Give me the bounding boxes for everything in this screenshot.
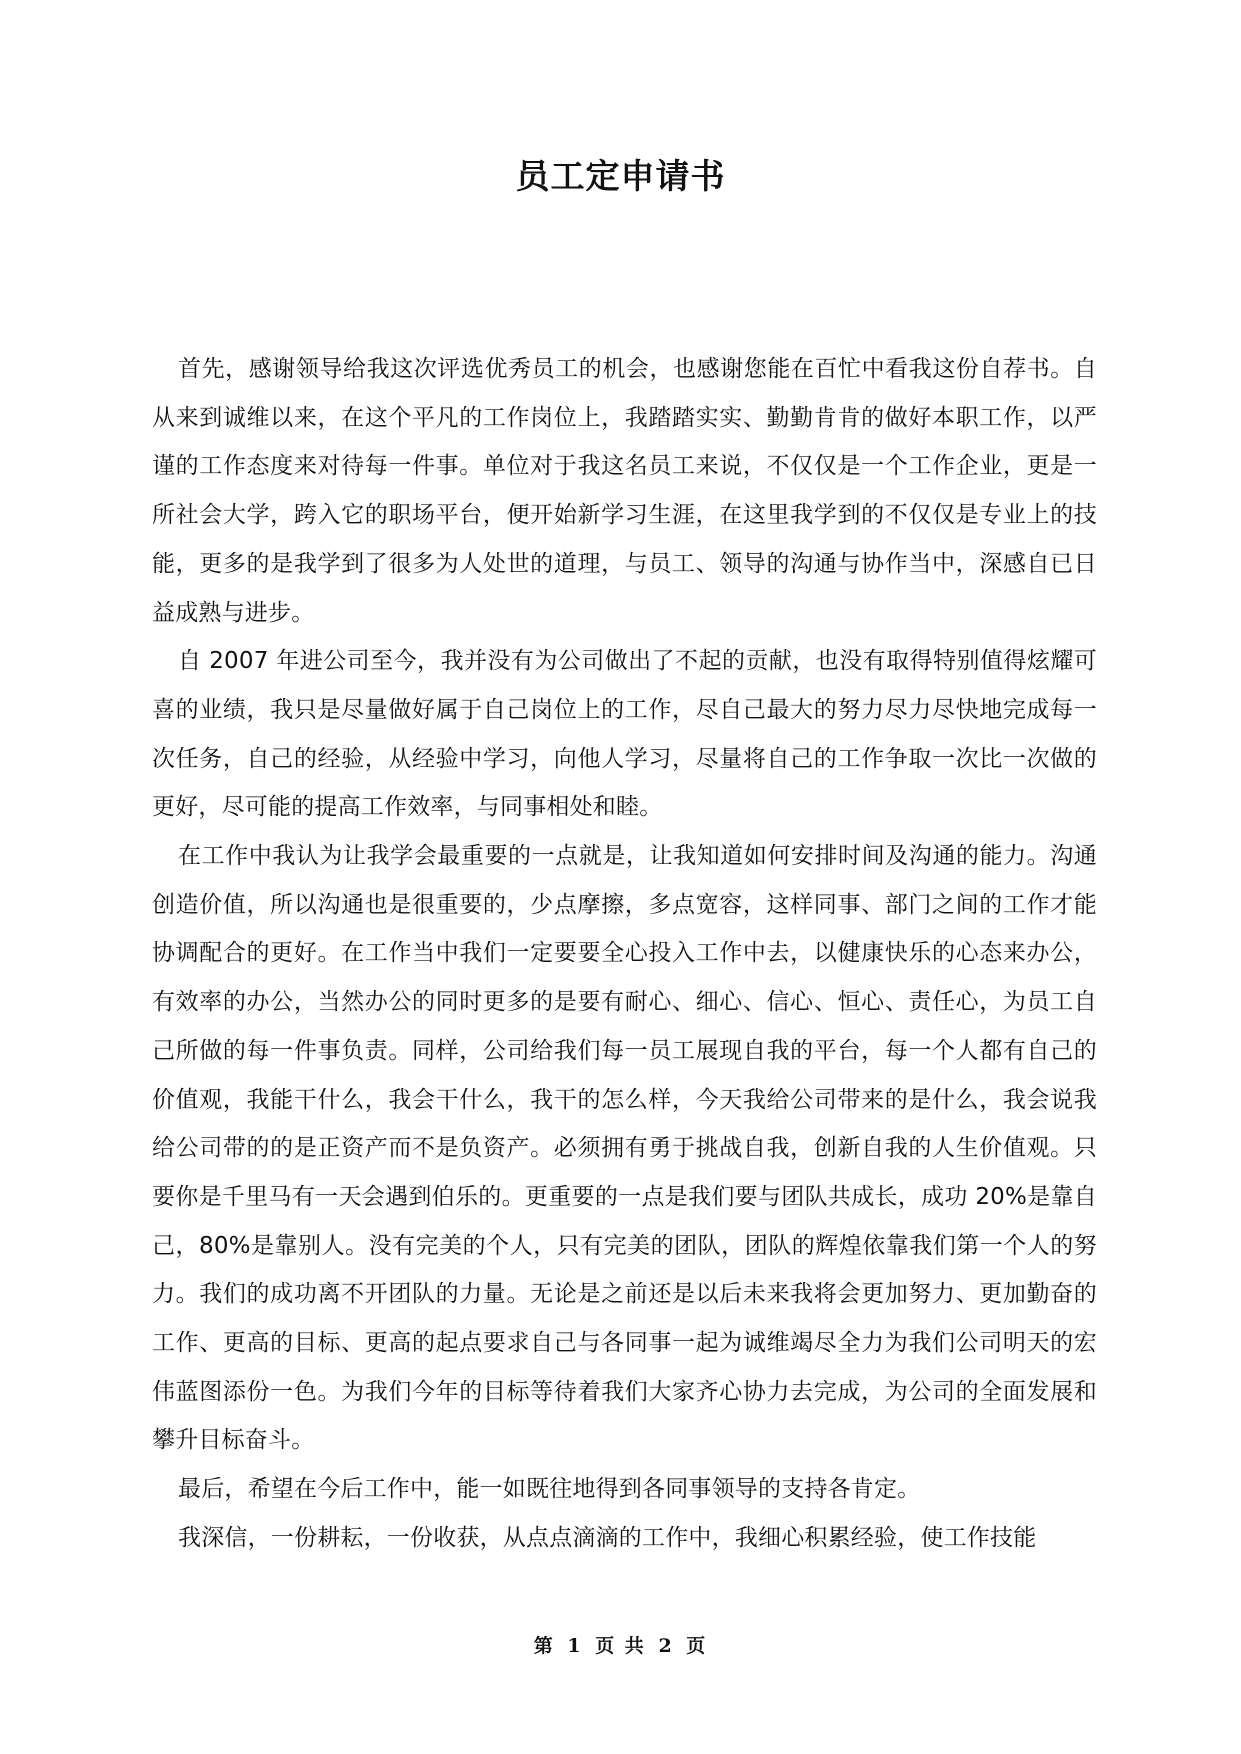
footer-page-number: 1: [567, 1635, 583, 1657]
footer-total-pages: 2: [658, 1635, 674, 1657]
footer-middle: 页 共: [595, 1635, 646, 1657]
document-body: [152, 345, 1097, 1563]
paragraph-5: 我深信，一份耕耘，一份收获，从点点滴滴的工作中，我细心积累经验，使工作技能: [178, 1524, 1037, 1551]
page-footer: [0, 1632, 1241, 1660]
footer-prefix: 第: [533, 1635, 555, 1657]
paragraph-3: 在工作中我认为让我学会最重要的一点就是，让我知道如何安排时间及沟通的能力。沟通创造价值，所以沟通也是很重要的，少点摩擦，多点宽容，这样同事、部门之间的工作才能协调配合的更好。在工作当中我们一定要要全心投入工作中去，以健康快乐的心态来办公，有效率的办公，当然办公的同时更多的是要有耐心、细心、信心、恒心、责任心，为员工自己所做的每一件事负责。同样，公司给我们每一员工展现自我的平台，每一个人都有自己的价值观，我能干什么，我会干什么，我干的怎么样，今天我给公司带来的是什么，我会说我给公司带的的是正资产而不是负资产。必须拥有勇于挑战自我，创新自我的人生价值观。只要你是千里马有一天会遇到伯乐的。更重要的一点是我们要与团队共成长，成功 20%是靠自己，80%是靠别人。没有完美的个人，只有完美的团队，团队的辉煌依靠我们第一个人的努力。我们的成功离不开团队的力量。无论是之前还是以后未来我将会更加努力、更加勤奋的工作、更高的目标、更高的起点要求自己与各同事一起为诚维竭尽全力为我们公司明天的宏伟蓝图添份一色。为我们今年的目标等待着我们大家齐心协力去完成，为公司的全面发展和攀升目标奋斗。: [152, 843, 1097, 1454]
document-title: 员工定申请书: [515, 157, 726, 197]
paragraph-4: 最后，希望在今后工作中，能一如既往地得到各同事领导的支持各肯定。: [178, 1476, 921, 1503]
paragraph-2: 自 2007 年进公司至今，我并没有为公司做出了不起的贡献，也没有取得特别值得炫耀可喜的业绩，我只是尽量做好属于自己岗位上的工作，尽自己最大的努力尽力尽快地完成每一次任务，自己的经验，从经验中学习，向他人学习，尽量将自己的工作争取一次比一次做的更好，尽可能的提高工作效率，与同事相处和睦。: [152, 648, 1097, 821]
footer-suffix: 页: [686, 1635, 708, 1657]
paragraph-1: 首先，感谢领导给我这次评选优秀员工的机会，也感谢您能在百忙中看我这份自荐书。自从来到诚维以来，在这个平凡的工作岗位上，我踏踏实实、勤勤肯肯的做好本职工作，以严谨的工作态度来对待每一件事。单位对于我这名员工来说，不仅仅是一个工作企业，更是一所社会大学，跨入它的职场平台，便开始新学习生涯，在这里我学到的不仅仅是专业上的技能，更多的是我学到了很多为人处世的道理，与员工、领导的沟通与协作当中，深感自已日益成熟与进步。: [152, 356, 1097, 626]
